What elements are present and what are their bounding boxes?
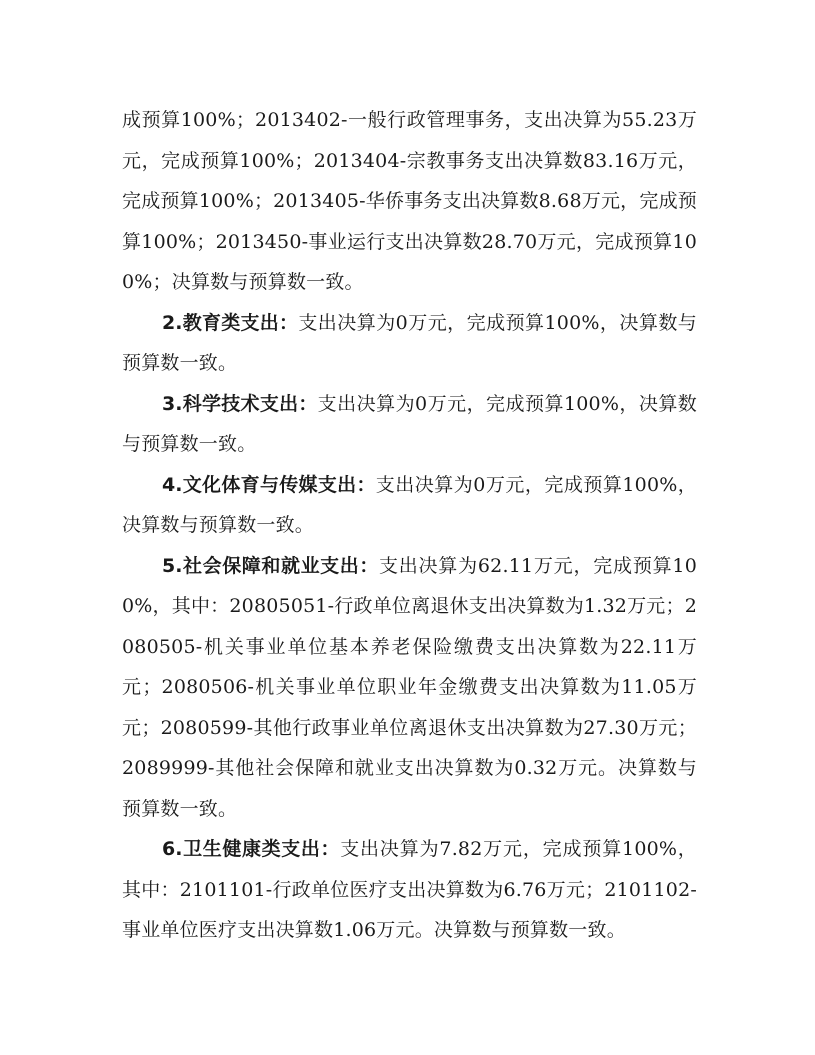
document-body xyxy=(122,100,697,951)
paragraph-text: 支出决算为62.11万元，完成预算100%，其中：20805051-行政单位离退休支出决算数为1.32万元；2080505-机关事业单位基本养老保险缴费支出决算数为22.11万元；2080506-机关事业单位职业年金缴费支出决算数为11.05万元；2080599-其他行政事业单位离退休支出决算数为27.30万元；2089999-其他社会保障和就业支出决算数为0.32万元。决算数与预算数一致。 xyxy=(122,554,697,820)
section-heading: 6.卫生健康类支出： xyxy=(162,838,341,860)
paragraph-social-security-expenditure xyxy=(122,546,697,830)
section-heading: 2.教育类支出： xyxy=(162,311,299,334)
paragraph-text: 支出决算为7.82万元，完成预算100%，其中：2101101-行政单位医疗支出决算数为6.76万元；2101102-事业单位医疗支出决算数1.06万元。决算数与预算数一致。 xyxy=(122,838,697,941)
paragraph-text: 支出决算为0万元，完成预算100%，决算数与预算数一致。 xyxy=(122,392,697,455)
paragraph-text: 成预算100%；2013402-一般行政管理事务，支出决算为55.23万元，完成预算100%；2013404-宗教事务支出决算数83.16万元，完成预算100%；2013405-华侨事务支出决算数8.68万元，完成预算100%；2013450-事业运行支出决算数28.70万元，完成预算100%；决算数与预算数一致。 xyxy=(122,109,697,293)
paragraph-continued-expenditure xyxy=(122,100,697,303)
paragraph-health-expenditure xyxy=(122,829,697,951)
paragraph-text: 支出决算为0万元，完成预算100%，决算数与预算数一致。 xyxy=(122,311,697,374)
section-heading: 3.科学技术支出： xyxy=(162,392,318,415)
paragraph-science-expenditure xyxy=(122,384,697,465)
paragraph-education-expenditure xyxy=(122,303,697,384)
paragraph-text: 支出决算为0万元，完成预算100%，决算数与预算数一致。 xyxy=(122,473,697,536)
section-heading: 5.社会保障和就业支出： xyxy=(162,554,379,577)
section-heading: 4.文化体育与传媒支出： xyxy=(162,473,376,496)
paragraph-culture-expenditure xyxy=(122,465,697,546)
